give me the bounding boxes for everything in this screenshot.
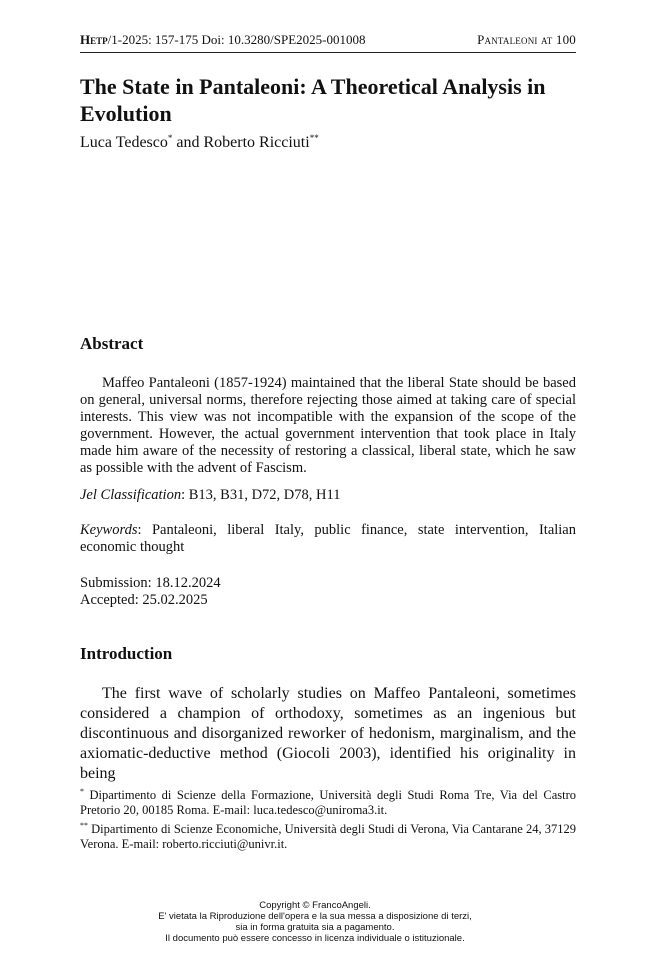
jel-label: Jel Classification (80, 487, 182, 503)
introduction-text: The first wave of scholarly studies on Maffeo Pantaleoni, sometimes considered a champion of orthodoxy, sometimes as an ingenious but discontinuous and disorganized reworker of hedonism, marginalism, and the axiomatic-deductive method (Giocoli 2003), identified his originality in being (80, 685, 576, 782)
abstract-text: Maffeo Pantaleoni (1857-1924) maintained that the liberal State should be based on general, universal norms, therefore rejecting those aimed at taking care of special interests. This view was not incompatible with the expansion of the scope of the government. However, the actual government intervention that took place in Italy made him aware of the necessity of restoring a classical, liberal state, which he saw as possible with the advent of Fascism. (80, 375, 576, 476)
author-name: Roberto Ricciuti (203, 134, 310, 151)
keywords-label: Keywords (80, 522, 138, 538)
header-section: Pantaleoni at 100 (477, 32, 576, 47)
submission-dates (80, 575, 576, 609)
journal-name: Hetp (80, 32, 108, 47)
introduction-heading: Introduction (80, 644, 173, 663)
running-header (80, 32, 576, 53)
footnote-mark: * (80, 787, 84, 796)
author-conjunction: and (172, 134, 204, 151)
article-title: The State in Pantaleoni: A Theoretical Analysis in Evolution (80, 74, 546, 126)
footnote-text: Dipartimento di Scienze Economiche, Università degli Studi di Verona, Via Cantarane 24, 37129 Verona. E-mail: roberto.ricciuti@univr.it. (80, 822, 576, 851)
accepted-date: Accepted: 25.02.2025 (80, 592, 208, 608)
submission-date: Submission: 18.12.2024 (80, 575, 221, 591)
footnote-text: Dipartimento di Scienze della Formazione, Università degli Studi Roma Tre, Via del Castro Pretorio 20, 00185 Roma. E-mail: luca.tedesco@uniroma3.it. (80, 788, 576, 817)
author-line (80, 133, 319, 152)
copyright-line: Copyright © FrancoAngeli. (259, 900, 371, 911)
copyright-line: E' vietata la Riproduzione dell'opera e la sua messa a disposizione di terzi, (158, 911, 472, 922)
footnotes (80, 784, 576, 852)
author-name: Luca Tedesco (80, 134, 168, 151)
copyright-notice (100, 900, 530, 944)
citation-text: /1-2025: 157-175 Doi: 10.3280/SPE2025-001008 (107, 32, 366, 47)
jel-codes: : B13, B31, D72, D78, H11 (181, 487, 341, 503)
copyright-line: sia in forma gratuita sia a pagamento. (235, 922, 395, 933)
header-citation (80, 32, 365, 48)
footnote-mark: * (167, 133, 173, 143)
keywords-list: : Pantaleoni, liberal Italy, public finance, state intervention, Italian economic thought (80, 522, 576, 555)
keywords (80, 522, 576, 556)
abstract-heading: Abstract (80, 334, 144, 353)
footnote-2 (80, 818, 576, 852)
copyright-line: Il documento può essere concesso in licenza individuale o istituzionale. (165, 933, 465, 944)
footnote-mark: ** (309, 133, 319, 143)
footnote-1 (80, 784, 576, 818)
jel-classification (80, 487, 576, 504)
footnote-mark: ** (80, 821, 88, 830)
